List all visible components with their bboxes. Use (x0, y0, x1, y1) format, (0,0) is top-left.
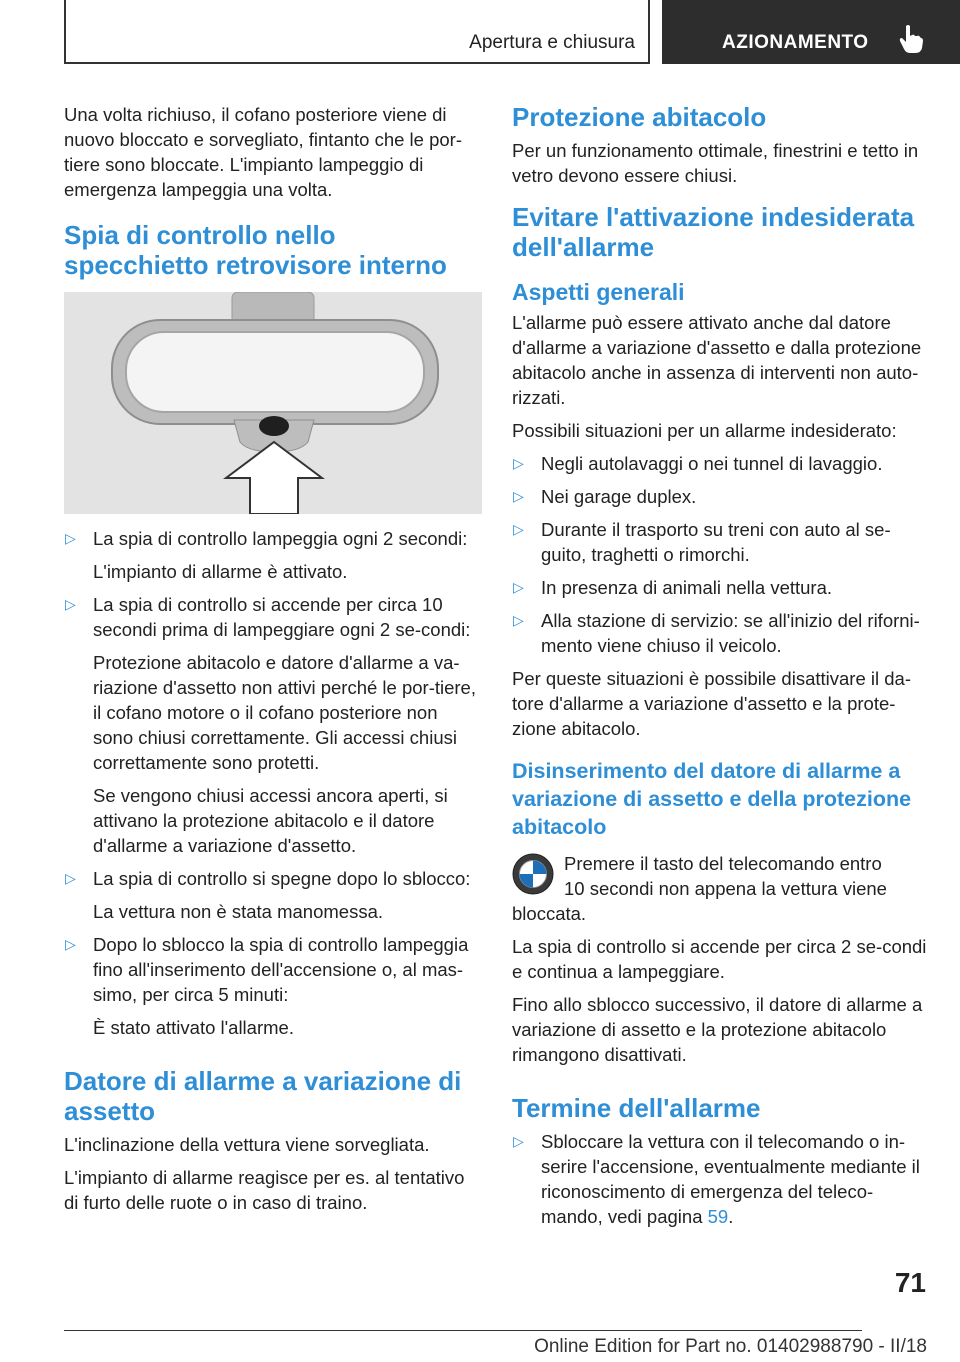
protezione-paragraph: Per un funzionamento ottimale, finestrini e tetto in vetro devono essere chiusi. (512, 140, 919, 186)
intro-paragraph: Una volta richiuso, il cofano posteriore viene di nuovo bloccato e sorvegliato, fintanto che le por-tiere sono bloccate. L'impianto lampeggio di emergenza lampeggia una volta. (64, 104, 462, 200)
triangle-bullet-icon: ▷ (513, 488, 524, 504)
triangle-bullet-icon: ▷ (513, 455, 524, 471)
page-number: 71 (894, 1267, 926, 1298)
footer-edition: Online Edition for Part no. 01402988790 - II/18 (534, 1336, 927, 1357)
situazioni-bullet-list (512, 451, 932, 658)
list-item: ▷ La spia di controllo si spegne dopo lo sblocco: (65, 868, 471, 889)
disattivare-paragraph: Per queste situazioni è possibile disattivare il da-tore d'allarme a variazione d'assetto e la prote-zione abitacolo. (512, 668, 911, 739)
triangle-bullet-icon: ▷ (65, 936, 76, 952)
triangle-bullet-icon: ▷ (513, 1133, 524, 1149)
triangle-bullet-icon: ▷ (513, 579, 524, 595)
list-item: ▷ La spia di controllo lampeggia ogni 2 secondi: (65, 528, 468, 549)
heading-protezione-abitacolo: Protezione abitacolo (512, 102, 767, 132)
right-column (512, 102, 932, 1237)
heading-aspetti-generali: Aspetti generali (512, 279, 685, 305)
triangle-bullet-icon: ▷ (65, 596, 76, 612)
situazioni-paragraph: Possibili situazioni per un allarme indesiderato: (512, 420, 897, 441)
header-chapter-label: AZIONAMENTO (722, 32, 869, 53)
list-item: ▷ Alla stazione di servizio: se all'inizio del riforni-mento viene chiuso il veicolo. (513, 610, 920, 656)
heading-disinserimento: Disinserimento del datore di allarme a variazione di assetto e della protezione abitacolo (512, 759, 912, 839)
list-item: ▷ Durante il trasporto su treni con auto al se-guito, traghetti o rimorchi. (513, 519, 891, 565)
list-item: ▷ In presenza di animali nella vettura. (513, 577, 833, 598)
header-chapter-tab[interactable] (662, 0, 960, 64)
header-rule-left (64, 0, 66, 64)
list-item: ▷ Sbloccare la vettura con il telecomando o in-serire l'accensione, eventualmente mediante il riconoscimento di emergenza del teleco-mando, vedi pagina 59. (513, 1131, 920, 1227)
footer-rule (64, 1330, 862, 1331)
list-item-detail: È stato attivato l'allarme. (93, 1017, 294, 1038)
triangle-bullet-icon: ▷ (65, 870, 76, 886)
triangle-bullet-icon: ▷ (513, 521, 524, 537)
list-item-detail: Se vengono chiusi accessi ancora aperti, si attivano la protezione abitacolo e il datore d'allarme a variazione d'assetto. (93, 785, 448, 856)
list-item-detail: Protezione abitacolo e datore d'allarme a va-riazione d'assetto non attivi perché le por-tiere, il cofano motore o il cofano posteriore non sono chiusi correttamente. Gli accessi chiusi correttamente sono protetti. (93, 652, 476, 773)
heading-datore-allarme: Datore di allarme a variazione di assetto (64, 1066, 462, 1126)
datore-paragraph-1: L'inclinazione della vettura viene sorvegliata. (64, 1134, 430, 1155)
list-item: ▷ Dopo lo sblocco la spia di controllo lampeggia fino all'inserimento dell'accensione o, al mas-simo, per circa 5 minuti: (65, 934, 469, 1005)
list-item-detail: L'impianto di allarme è attivato. (93, 561, 348, 582)
left-column (64, 102, 482, 1223)
page-reference-link[interactable]: 59 (707, 1206, 729, 1227)
aspetti-paragraph: L'allarme può essere attivato anche dal datore d'allarme a variazione d'assetto e dalla protezione abitacolo anche in assenza di interventi non auto-rizzati. (512, 312, 922, 408)
bmw-logo-icon (512, 853, 554, 895)
datore-paragraph-2: L'impianto di allarme reagisce per es. al tentativo di furto delle ruote o in caso di traino. (64, 1167, 465, 1213)
heading-evitare-attivazione: Evitare l'attivazione indesiderata dell'allarme (512, 202, 915, 262)
triangle-bullet-icon: ▷ (513, 612, 524, 628)
remote-key-instruction: Premere il tasto del telecomando entro 10 secondi non appena la vettura viene bloccata. (512, 853, 887, 924)
spia-paragraph: La spia di controllo si accende per circa 2 se-condi e continua a lampeggiare. (512, 936, 927, 982)
heading-termine-allarme: Termine dell'allarme (512, 1093, 761, 1123)
list-item-detail: La vettura non è stata manomessa. (93, 901, 384, 922)
spia-bullet-list (64, 526, 482, 1040)
list-item: ▷ La spia di controllo si accende per circa 10 secondi prima di lampeggiare ogni 2 se-condi: (65, 594, 471, 640)
header-rule-mid (648, 0, 650, 64)
hand-pointer-icon (898, 24, 924, 54)
header-rule-bottom (64, 62, 650, 64)
heading-spia-controllo: Spia di controllo nello specchietto retrovisore interno (64, 220, 447, 280)
triangle-bullet-icon: ▷ (65, 530, 76, 546)
list-item: ▷ Nei garage duplex. (513, 486, 697, 507)
list-item: ▷ Negli autolavaggi o nei tunnel di lavaggio. (513, 453, 883, 474)
header-section-title: Apertura e chiusura (469, 32, 635, 53)
rearview-mirror-illustration (64, 292, 482, 514)
sblocco-paragraph: Fino allo sblocco successivo, il datore di allarme a variazione di assetto e la protezione abitacolo rimangono disattivati. (512, 994, 923, 1065)
